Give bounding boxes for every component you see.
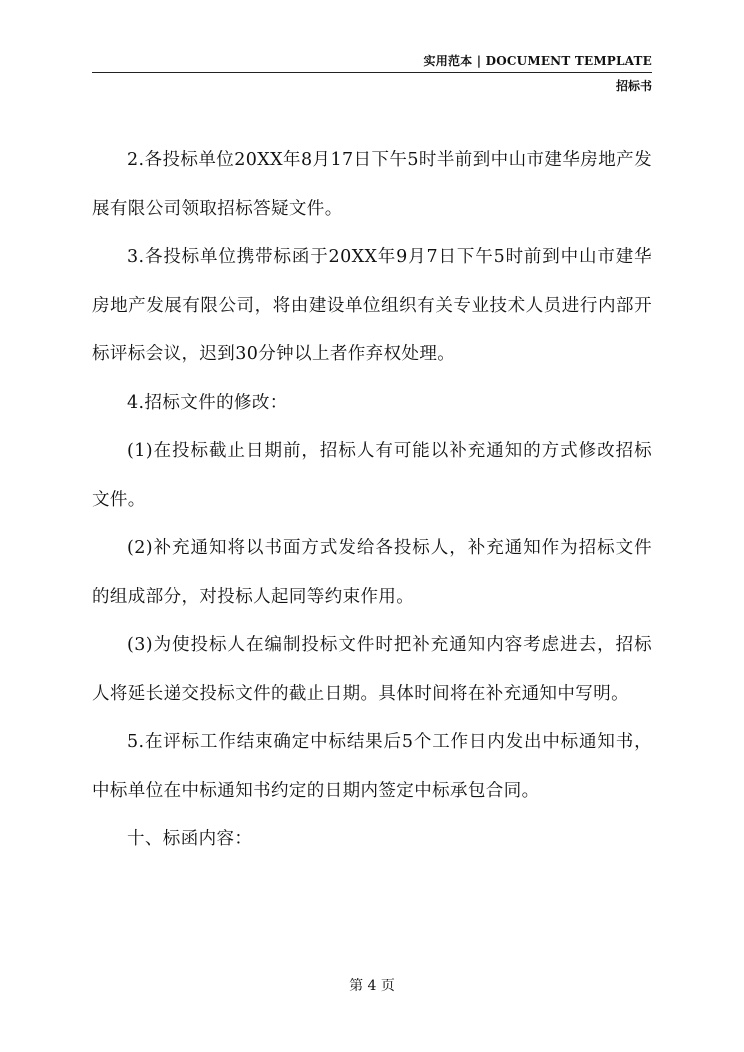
paragraph-2: 3.各投标单位携带标函于20XX年9月7日下午5时前到中山市建华房地产发展有限公司，将由建设单位组织有关专业技术人员进行内部开标评标会议，迟到30分钟以上者作弃权处理。: [92, 247, 652, 364]
paragraph-5: (2)补充通知将以书面方式发给各投标人，补充通知作为招标文件的组成部分，对投标人起同等约束作用。: [92, 538, 652, 607]
paragraph-4: (1)在投标截止日期前，招标人有可能以补充通知的方式修改招标文件。: [92, 441, 652, 510]
header-divider: [92, 72, 652, 73]
paragraph-8: 十、标函内容：: [127, 829, 253, 849]
page-number: 第 4 页: [349, 978, 395, 994]
header-doc-type: 招标书: [615, 79, 652, 93]
paragraph-6: (3)为使投标人在编制投标文件时把补充通知内容考虑进去，招标人将延长递交投标文件的截止日期。具体时间将在补充通知中写明。: [92, 635, 652, 704]
paragraph-1: 2.各投标单位20XX年8月17日下午5时半前到中山市建华房地产发展有限公司领取招标答疑文件。: [92, 150, 652, 219]
paragraph-3: 4.招标文件的修改：: [127, 392, 288, 413]
paragraph-7: 5.在评标工作结束确定中标结果后5个工作日内发出中标通知书，中标单位在中标通知书约定的日期内签定中标承包合同。: [92, 732, 652, 801]
header-title: 实用范本 | DOCUMENT TEMPLATE: [423, 54, 652, 68]
body-content: [92, 136, 652, 864]
